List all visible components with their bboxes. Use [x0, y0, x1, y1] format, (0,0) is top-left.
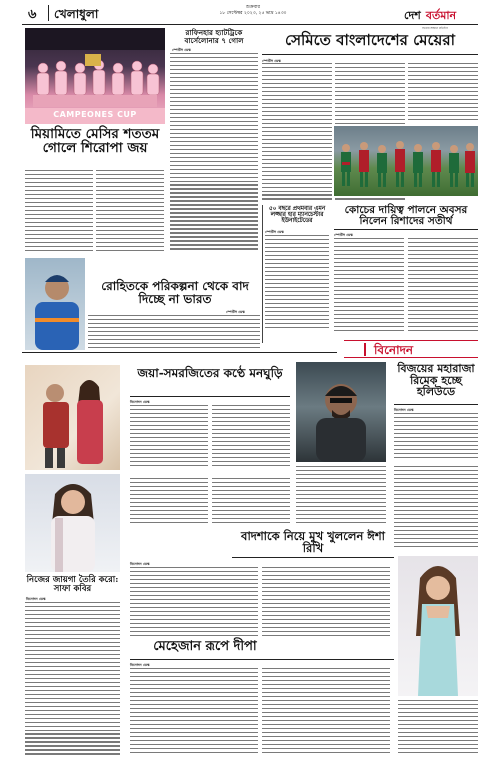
mehjabin-article-col1	[130, 668, 258, 756]
joya-article-col3	[130, 478, 208, 526]
united-headline: ৫০ বছরে প্রথমবার এমন লজ্জার হার ম্যানচেস্টার ইউনাইটেডের	[268, 206, 326, 225]
entertainment-title: বিনোদন	[374, 343, 414, 357]
brand-main: বর্তমান	[425, 9, 457, 22]
sports-ent-divider	[22, 352, 337, 353]
section-title: খেলাধুলা	[54, 7, 99, 21]
header-rule	[22, 24, 478, 25]
women-head-rule	[262, 54, 478, 55]
joya-article-col2	[212, 405, 290, 471]
brand-logo	[404, 4, 476, 30]
entertainment-label	[344, 340, 478, 358]
coach-article-col1	[334, 238, 404, 333]
actress-illustration	[25, 474, 120, 572]
esha-article-col2	[262, 567, 390, 639]
page-header	[0, 0, 500, 28]
mehjabin-headline: মেহেজান রূপে দীপা	[153, 639, 257, 654]
vijay-headline: বিজয়ের মহারাজা রিমেক হচ্ছে হলিউডে	[397, 362, 475, 399]
safa-byline: বিনোদন ডেস্ক	[26, 597, 46, 601]
mehjabin-article-col2	[262, 668, 390, 756]
brand-tagline: সত্যের সন্ধানে প্রতিদিন	[422, 26, 448, 30]
india-article	[88, 315, 260, 351]
vijay-byline: বিনোদন ডেস্ক	[394, 408, 414, 412]
vijay-photo	[296, 362, 386, 462]
header-date: ১৮ সেপ্টেম্বর ২০২৩, ২৫ ভাদ্র ১৪৩০	[219, 11, 287, 16]
photo-caption: CAMPEONES CUP	[53, 110, 137, 119]
vijay-head-rule	[394, 404, 478, 405]
safa-photo	[25, 474, 120, 572]
joya-photo	[25, 365, 120, 470]
united-article	[265, 235, 329, 330]
coach-headline: কোচের দায়িত্ব পালনে অবসর নিলেন রিশাদের সতীর্থ	[344, 204, 468, 228]
vijay-article-col2	[394, 466, 478, 551]
esha-photo	[398, 556, 478, 696]
joya-head-rule	[130, 396, 290, 397]
esha-byline: বিনোদন ডেস্ক	[130, 562, 150, 566]
cricket-players-illustration	[334, 126, 478, 196]
campeones-cup-photo	[25, 28, 165, 124]
esha-headline: বাদশাকে নিয়ে মুখ খুললেন ঈশা রিখি	[241, 529, 385, 556]
women-cricket-photo	[334, 126, 478, 196]
vijay-article-top	[394, 413, 478, 463]
women-article-col1	[262, 63, 332, 203]
actor-illustration	[296, 362, 386, 462]
mehjabin-byline: বিনোদন ডেস্ক	[130, 663, 150, 667]
messi-headline: মিয়ামিতে মেসির শততম গোলে শিরোপা জয়	[30, 126, 160, 157]
raphinha-byline: স্পোর্টস ডেস্ক	[172, 48, 191, 52]
page-number: ৬	[28, 7, 37, 22]
raphinha-headline: রাফিনহার হ্যাটট্রিকে বার্সেলোনার ৭ গোল	[184, 28, 244, 45]
esha-illustration	[398, 556, 478, 696]
trophy-shape	[85, 54, 101, 66]
entertainment-bar	[364, 343, 366, 356]
joya-article-col4	[212, 478, 290, 526]
joya-headline: জয়া-সমরজিতের কণ্ঠে মনঘুড়ি	[137, 366, 283, 380]
cricketer-illustration	[25, 258, 85, 350]
brand-prefix: দেশ	[404, 9, 421, 22]
coach-head-rule	[334, 229, 478, 230]
joya-byline: বিনোদন ডেস্ক	[130, 400, 150, 404]
india-byline: স্পোর্টস ডেস্ক	[226, 310, 245, 314]
messi-article-col1	[25, 170, 93, 252]
women-byline: স্পোর্টস ডেস্ক	[262, 59, 281, 63]
india-headline: রোহিতকে পরিকল্পনা থেকে বাদ দিচ্ছে না ভারত	[101, 279, 249, 306]
coach-byline: স্পোর্টস ডেস্ক	[334, 233, 353, 237]
women-article-col3	[408, 63, 478, 123]
header-day: শুক্রবার	[246, 5, 260, 10]
women-headline: সেমিতে বাংলাদেশের মেয়েরা	[285, 31, 455, 49]
united-byline: স্পোর্টস ডেস্ক	[265, 230, 284, 234]
header-divider	[48, 5, 49, 21]
esha-article-col1	[130, 567, 258, 639]
joya-article-col1	[130, 405, 208, 471]
coach-article-col2	[408, 238, 478, 333]
esha-article-col3	[398, 700, 478, 756]
vijay-article-col1	[296, 466, 386, 526]
mehjabin-head-rule	[130, 659, 394, 660]
couple-illustration	[25, 365, 120, 470]
messi-article-col2	[96, 170, 164, 252]
rohit-photo	[25, 258, 85, 350]
esha-head-rule	[232, 557, 394, 558]
safa-article	[25, 602, 120, 758]
raphinha-article	[170, 53, 258, 253]
safa-headline: নিজের জায়গা তৈরি করো: সাফা কবির	[26, 575, 119, 594]
